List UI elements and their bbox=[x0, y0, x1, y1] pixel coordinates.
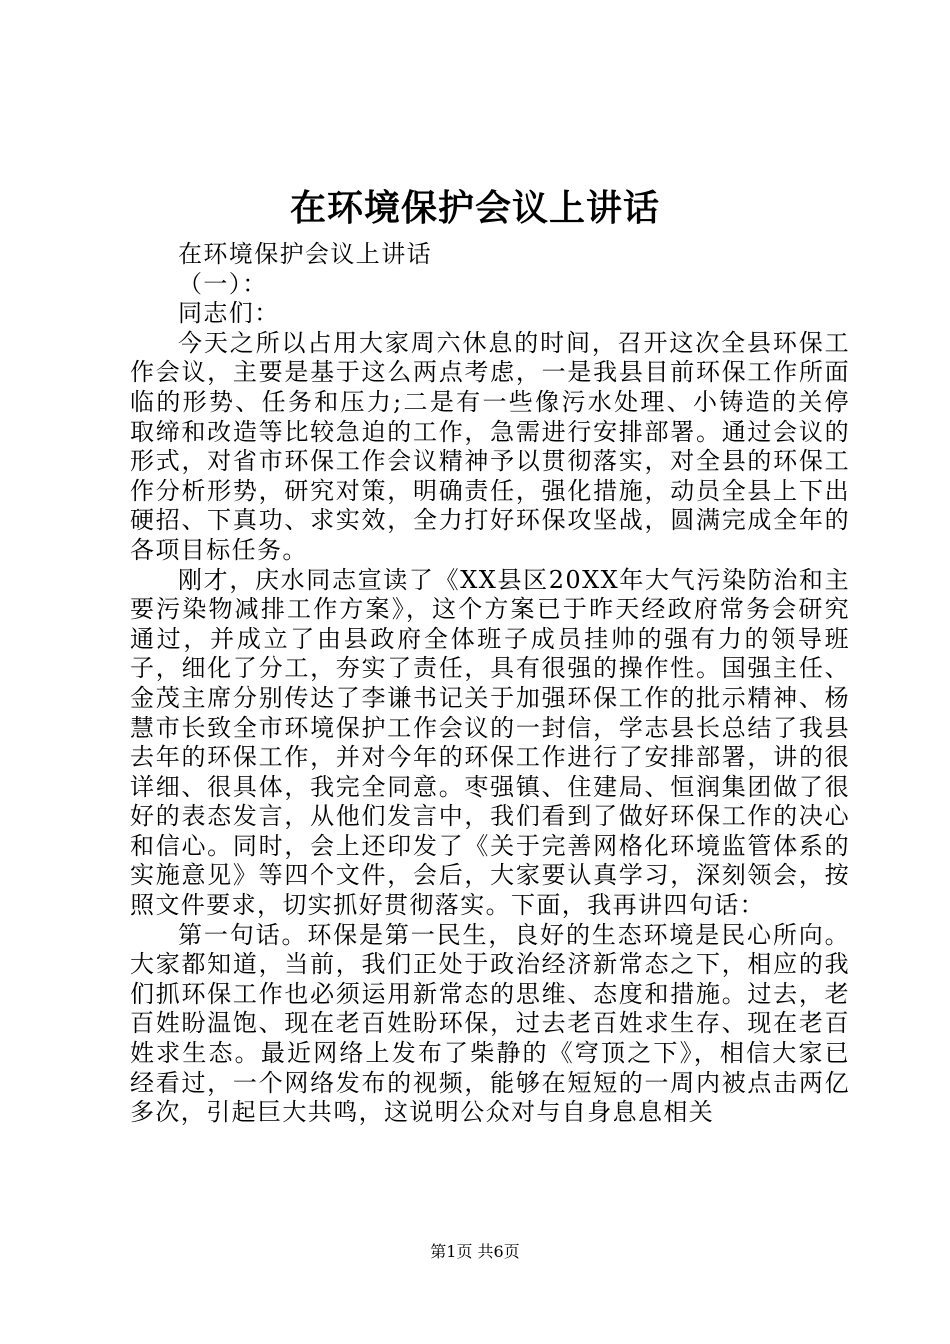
page-number-footer: 第1页 共6页 bbox=[430, 1242, 520, 1261]
document-title: 在环境保护会议上讲话 bbox=[289, 187, 660, 229]
document-body bbox=[130, 240, 850, 1128]
paragraph: 今天之所以占用大家周六休息的时间，召开这次全县环保工作会议，主要是基于这么两点考虑，一是我县目前环保工作所面临的形势、任务和压力;二是有一些像污水处理、小铸造的关停取缔和改造等比较急迫的工作，急需进行安排部署。通过会议的形式，对省市环保工作会议精神予以贯彻落实，对全县的环保工作分析形势，研究对策，明确责任，强化措施，动员全县上下出硬招、下真功、求实效，全力打好环保攻坚战，圆满完成全年的各项目标任务。 bbox=[130, 328, 850, 564]
paragraph: （一）： bbox=[178, 269, 268, 298]
paragraph: 刚才，庆水同志宣读了《XX县区20XX年大气污染防治和主要污染物减排工作方案》，这个方案已于昨天经政府常务会研究通过，并成立了由县政府全体班子成员挂帅的强有力的领导班子，细化了分工，夯实了责任，具有很强的操作性。国强主任、金茂主席分别传达了李谦书记关于加强环保工作的批示精神、杨慧市长致全市环境保护工作会议的一封信，学志县长总结了我县去年的环保工作，并对今年的环保工作进行了安排部署，讲的很详细、很具体，我完全同意。枣强镇、住建局、恒润集团做了很好的表态发言，从他们发言中，我们看到了做好环保工作的决心和信心。同时，会上还印发了《关于完善网格化环境监管体系的实施意见》等四个文件，会后，大家要认真学习，深刻领会，按照文件要求，切实抓好贯彻落实。下面，我再讲四句话： bbox=[130, 565, 850, 920]
paragraph: 同志们： bbox=[178, 299, 280, 328]
paragraph: 第一句话。环保是第一民生，良好的生态环境是民心所向。大家都知道，当前，我们正处于政治经济新常态之下，相应的我们抓环保工作也必须运用新常态的思维、态度和措施。过去，老百姓盼温饱、现在老百姓盼环保，过去老百姓求生存、现在老百姓求生态。最近网络上发布了柴静的《穹顶之下》，相信大家已经看过，一个网络发布的视频，能够在短短的一周内被点击两亿多次，引起巨大共鸣，这说明公众对与自身息息相关 bbox=[130, 920, 850, 1127]
paragraph: 在环境保护会议上讲话 bbox=[178, 240, 432, 268]
